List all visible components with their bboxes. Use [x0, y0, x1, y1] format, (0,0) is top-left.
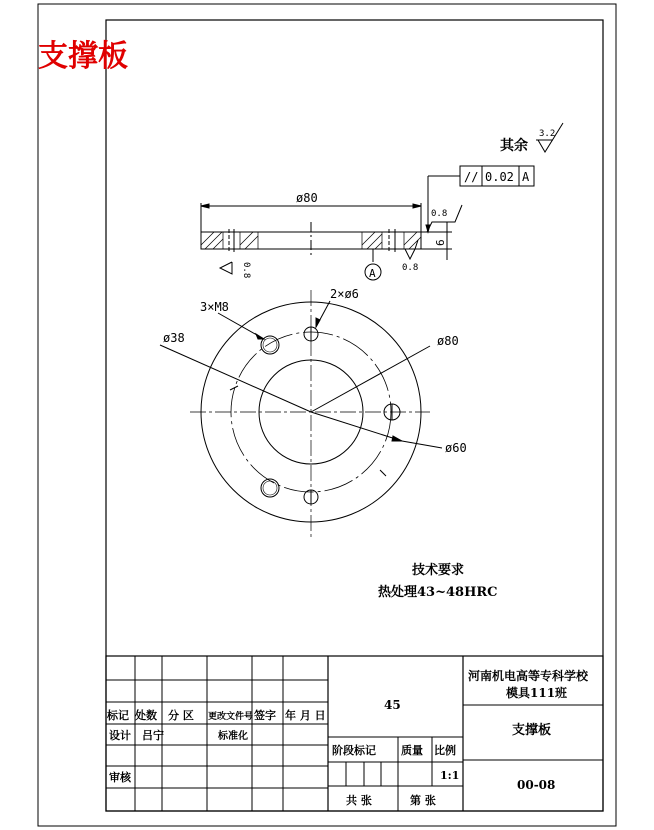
part-name-red: 支撑板: [38, 39, 128, 74]
dim-d80: ø80: [437, 334, 459, 348]
tb-h-weight: 质量: [401, 744, 423, 757]
tolerance-frame: [460, 166, 534, 186]
tb-school: 河南机电高等专科学校: [468, 669, 589, 683]
tb-h-doc: 更改文件号: [208, 712, 254, 722]
notes-title: 技术要求: [412, 563, 465, 578]
tb-h-count: 处数: [135, 709, 157, 722]
tb-h-sign: 签字: [254, 709, 276, 722]
dim-thickness: 6: [434, 239, 447, 246]
tb-h-zone: 分 区: [168, 709, 194, 722]
roughness-bottom: 0.8: [402, 263, 419, 273]
tb-h-sheet: 第 张: [410, 794, 436, 807]
tb-h-stage: 阶段标记: [332, 744, 376, 757]
tb-h-scale: 比例: [434, 744, 456, 757]
section-view: [201, 176, 462, 280]
tolerance-value: 0.02: [485, 170, 514, 184]
tb-material: 45: [384, 698, 401, 712]
roughness-other-value: 3.2: [539, 129, 556, 139]
dim-holes-m8: 3×M8: [200, 300, 229, 314]
outer-frame: [38, 4, 616, 826]
tb-h-date: 年 月 日: [285, 709, 326, 722]
tb-h-mark: 标记: [107, 709, 129, 722]
dim-holes-d6: 2×ø6: [330, 287, 359, 301]
tolerance-datum: A: [522, 170, 530, 184]
roughness-left: 0.8: [241, 262, 251, 279]
dim-outer-width: ø80: [296, 191, 318, 205]
tb-designer: 吕宁: [142, 729, 164, 742]
tb-class: 模具111班: [506, 686, 568, 700]
tb-drawing-no: 00-08: [517, 778, 556, 792]
tb-h-total: 共 张: [346, 794, 372, 807]
plan-view: [160, 290, 442, 540]
dim-d38: ø38: [163, 331, 185, 345]
datum-label: A: [369, 267, 376, 280]
tb-h-design: 设计: [109, 729, 131, 742]
tb-h-standard: 标准化: [218, 731, 248, 742]
roughness-top: 0.8: [431, 209, 448, 219]
notes-line1: 热处理43~48HRC: [378, 585, 498, 600]
roughness-other-prefix: 其余: [500, 138, 528, 154]
tolerance-symbol: //: [464, 170, 479, 184]
tb-h-review: 审核: [109, 771, 131, 784]
tb-part-name: 支撑板: [512, 723, 552, 738]
dim-d60: ø60: [445, 441, 467, 455]
tb-scale: 1:1: [440, 769, 460, 782]
